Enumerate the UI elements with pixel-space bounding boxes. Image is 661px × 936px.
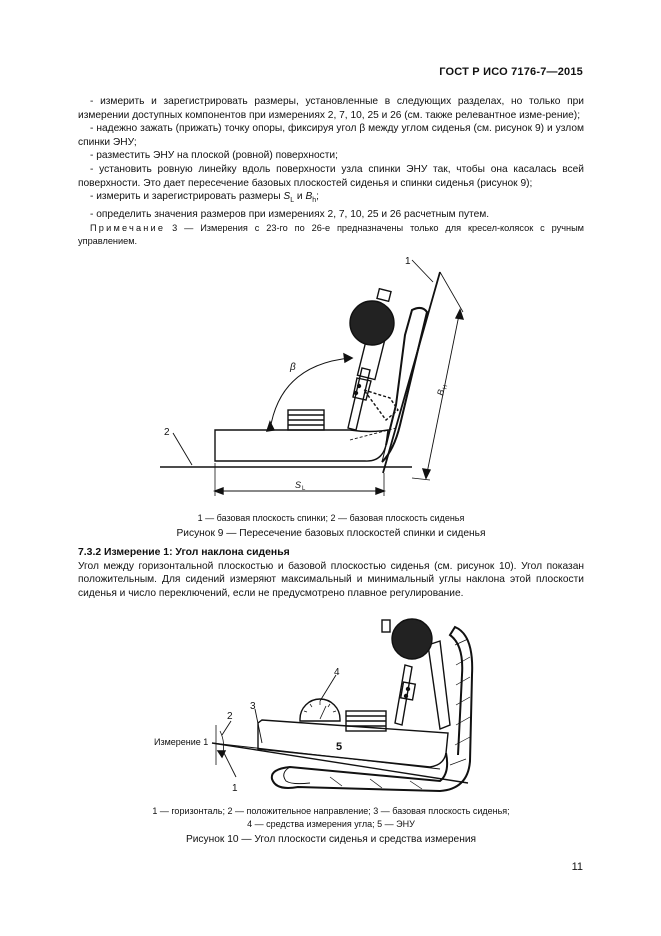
fig9-dim-b: B <box>435 388 447 397</box>
paragraph-5-end: ; <box>316 191 319 203</box>
figure-10-legend-line-2: 4 — средства измерения угла; 5 — ЭНУ <box>247 819 415 829</box>
seat-block <box>258 720 448 767</box>
figure-9-drawing <box>150 250 490 512</box>
paragraph-4: - установить ровную линейку вдоль поверхности узла спинки ЭНУ так, чтобы она касалась всей поверхности. Это дает пересечение базовых плоскостей сиденья и спинки сиденья (рисунок 9); <box>78 163 584 189</box>
figure-9-legend: 1 — базовая плоскость спинки; 2 — базовая плоскость сиденья <box>197 513 465 523</box>
fig9-dim-s: S <box>295 480 302 490</box>
paragraph-5 <box>78 190 584 208</box>
paragraph-6: - определить значения размеров при измерениях 2, 7, 10, 25 и 26 расчетным путем. <box>90 208 490 220</box>
ball-weight <box>392 619 432 659</box>
fig9-beta: β <box>290 362 296 373</box>
body-text <box>78 95 584 248</box>
paragraph-5-mid: и <box>294 191 306 203</box>
paragraph-1: - измерить и зарегистрировать размеры, установленные в следующих разделах, но только при измерении доступных компонентов при измерениях 2, 7, 10, 25 и 26 (см. также релевантное изме-рение); <box>78 96 584 121</box>
figure-10-drawing <box>150 605 490 805</box>
fig10-measure-label: Измерение 1 <box>154 737 209 747</box>
seat-block <box>215 430 388 461</box>
fig9-dim-s-sub: L <box>302 486 306 492</box>
back-panel <box>428 641 450 729</box>
page-number: 11 <box>571 861 583 873</box>
fig10-label-2: 2 <box>227 711 233 722</box>
note-label: Примечание <box>90 223 166 234</box>
fig9-dim-b-sub: H <box>442 384 450 390</box>
section-heading: 7.3.2 Измерение 1: Угол наклона сиденья <box>78 547 290 558</box>
column <box>395 665 412 725</box>
document-code: ГОСТ Р ИСО 7176-7—2015 <box>439 66 583 78</box>
symbol-b-sub: h <box>312 197 317 205</box>
figure-10-legend-line-1: 1 — горизонталь; 2 — положительное направление; 3 — базовая плоскость сиденья; <box>152 806 510 816</box>
fig10-label-4: 4 <box>334 667 340 678</box>
back-plane-line <box>383 272 440 473</box>
fig9-label-1: 1 <box>405 256 411 267</box>
paragraph-2: - надежно зажать (прижать) точку опоры, фиксируя угол β между углом сиденья (см. рисунок 9) и узлом спинки ЭНУ; <box>78 123 584 148</box>
fig10-label-5: 5 <box>336 741 343 753</box>
symbol-s: S <box>283 191 291 203</box>
fig9-label-2: 2 <box>164 427 170 438</box>
note <box>78 222 584 248</box>
paragraph-5-text: - измерить и зарегистрировать размеры <box>90 191 284 203</box>
figure-10-legend <box>78 805 584 831</box>
fig10-label-3: 3 <box>250 701 256 712</box>
section-7-3-2 <box>78 546 584 600</box>
section-text: Угол между горизонтальной плоскостью и базовой плоскостью сиденья (см. рисунок 10). Угол показан положительным. Для сидений измеряют максимальный и минимальный углы наклона этой плоскости сиденья и число переключений, если не предусмотрено плавное регулирование. <box>78 560 584 599</box>
beta-arc <box>270 358 350 430</box>
figure-9-caption: Рисунок 9 — Пересечение базовых плоскостей спинки и сиденья <box>176 528 486 539</box>
note-text: 3 — Измерения с 23-го по 26-е предназначены только для кресел-колясок с ручным управлением. <box>78 223 584 247</box>
paragraph-3: - разместить ЭНУ на плоской (ровной) поверхности; <box>90 150 338 162</box>
symbol-s-sub: L <box>290 197 295 205</box>
fig10-label-1: 1 <box>232 783 238 794</box>
symbol-b: B <box>305 191 313 203</box>
ball-weight <box>350 301 394 345</box>
figure-10-caption: Рисунок 10 — Угол плоскости сиденья и средства измерения <box>185 834 477 845</box>
